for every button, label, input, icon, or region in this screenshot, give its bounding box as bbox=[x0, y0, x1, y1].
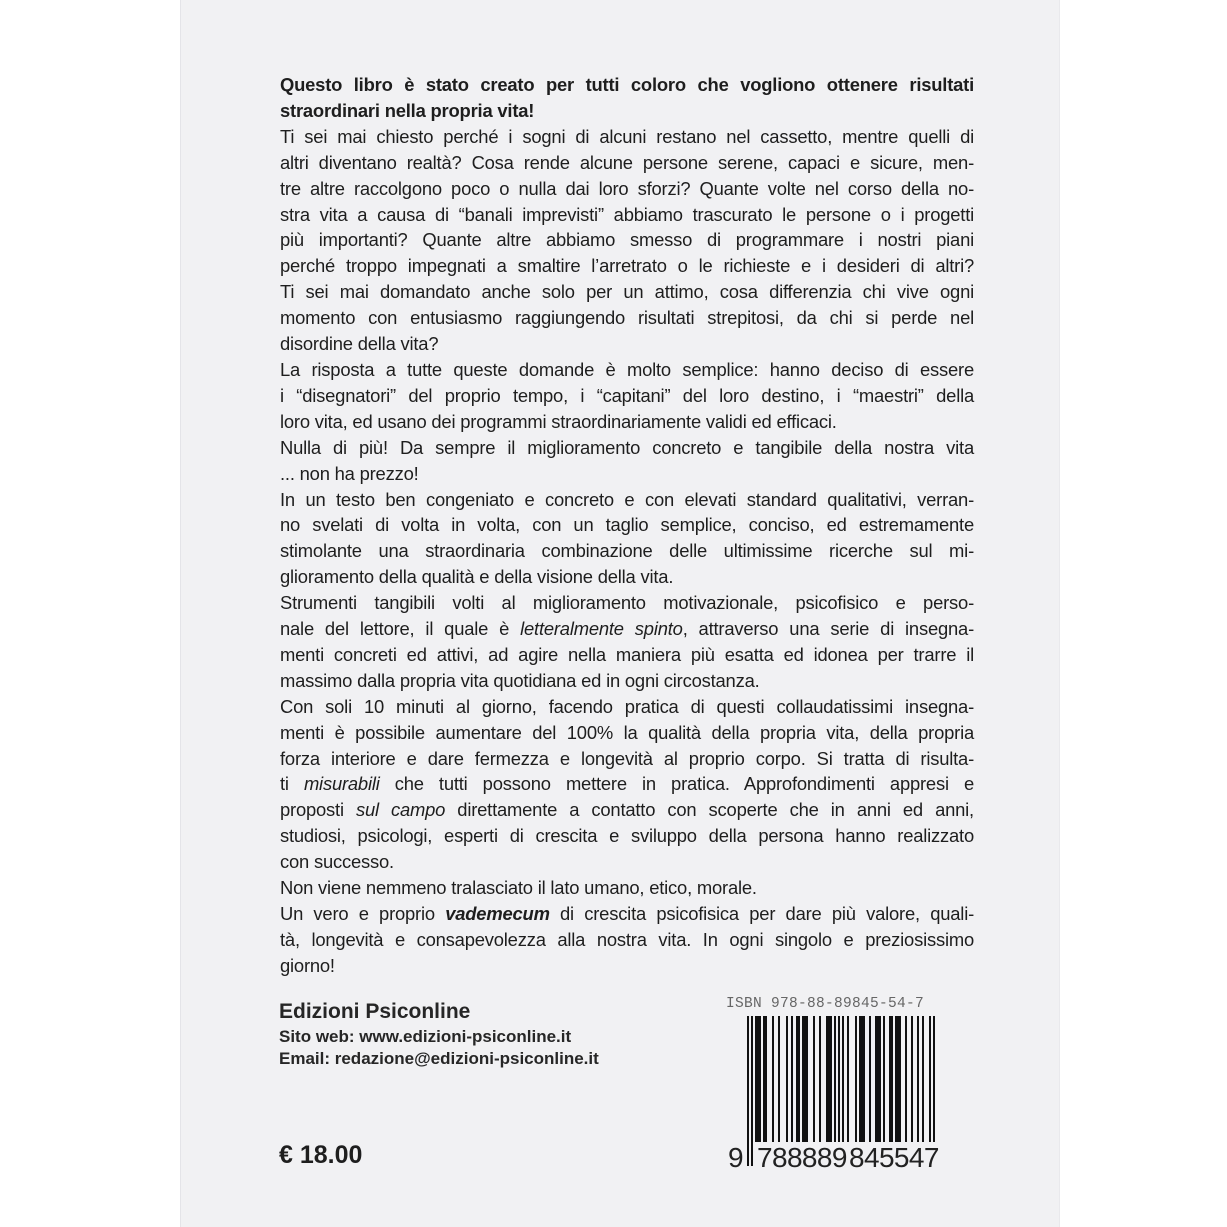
text-line: Non viene nemmeno tralasciato il lato umano, etico, morale. bbox=[280, 877, 757, 899]
text-line: massimo dalla propria vita quotidiana ed in ogni circostanza. bbox=[280, 669, 760, 691]
blurb-text bbox=[280, 72, 974, 979]
lead-sentence bbox=[280, 72, 974, 124]
bold-italic-emphasis: vademecum bbox=[445, 903, 550, 924]
text-line bbox=[280, 771, 974, 797]
paragraph-priceless bbox=[280, 435, 974, 487]
text-run: che tutti possono mettere in pratica. Approfondimenti appresi e bbox=[379, 773, 974, 795]
italic-emphasis: letteralmente spinto bbox=[520, 618, 683, 640]
text-line: Ti sei mai domandato anche solo per un attimo, cosa differenzia chi vive ogni bbox=[280, 281, 974, 303]
text-line: menti concreti ed attivi, ad agire nella maniera più esatta ed idonea per trarre il bbox=[280, 643, 974, 665]
text-line: Nulla di più! Da sempre il miglioramento concreto e tangibile della nostra vita bbox=[280, 436, 974, 458]
text-line bbox=[280, 616, 974, 642]
paragraph-text-description bbox=[280, 487, 974, 591]
ean-group-right: 845547 bbox=[849, 1142, 939, 1173]
text-line: più importanti? Quante altre abbiamo smesso di programmare i nostri piani bbox=[280, 229, 974, 251]
paragraph-questions bbox=[280, 124, 974, 357]
text-run: ti bbox=[280, 773, 304, 795]
text-line: Questo libro è stato creato per tutti coloro che vogliono ottenere risultati bbox=[280, 74, 974, 95]
text-line: no svelati di volta in volta, con un taglio semplice, conciso, ed estremamente bbox=[280, 514, 974, 536]
publisher-website: Sito web: www.edizioni-psiconline.it bbox=[279, 1027, 572, 1046]
text-line: In un testo ben congeniato e concreto e con elevati standard qualitativi, verran- bbox=[280, 488, 974, 510]
text-line: menti è possibile aumentare del 100% la qualità della propria vita, della propria bbox=[280, 721, 974, 743]
text-run: di crescita psicofisica per dare più valore, quali- bbox=[549, 903, 974, 924]
text-line: Strumenti tangibili volti al miglioramento motivazionale, psicofisico e perso- bbox=[280, 592, 974, 614]
isbn-label: ISBN 978-88-89845-54-7 bbox=[726, 996, 925, 1012]
text-line: Ti sei mai chiesto perché i sogni di alcuni restano nel cassetto, mentre quelli di bbox=[280, 125, 974, 147]
paragraph-tools bbox=[280, 590, 974, 694]
text-run: Un vero e proprio bbox=[280, 903, 446, 924]
publisher-name: Edizioni Psiconline bbox=[279, 1000, 471, 1023]
text-line: disordine della vita? bbox=[280, 333, 439, 355]
text-line: tà, longevità e consapevolezza alla nostra vita. In ogni singolo e preziosissimo bbox=[280, 928, 974, 950]
text-line bbox=[280, 797, 974, 823]
text-run: , attraverso una serie di insegna- bbox=[682, 618, 974, 640]
text-line: altri diventano realtà? Cosa rende alcune persone serene, capaci e sicure, men- bbox=[280, 151, 974, 173]
text-line: glioramento della qualità e della visione della vita. bbox=[280, 566, 674, 588]
text-line: ... non ha prezzo! bbox=[280, 462, 419, 484]
text-line: tre altre raccolgono poco o nulla dai loro sforzi? Quante volte nel corso della no- bbox=[280, 177, 974, 199]
text-line: Con soli 10 minuti al giorno, facendo pratica di questi collaudatissimi insegna- bbox=[280, 695, 974, 717]
text-line bbox=[280, 901, 974, 927]
ean-group-left: 788889 bbox=[757, 1142, 847, 1173]
text-line: stra vita a causa di “banali imprevisti” abbiamo trascurato le persone o i progetti bbox=[280, 203, 974, 225]
paragraph-answer bbox=[280, 357, 974, 435]
text-line: La risposta a tutte queste domande è molto semplice: hanno deciso di essere bbox=[280, 358, 974, 380]
italic-emphasis: misurabili bbox=[303, 773, 380, 795]
text-line: stimolante una straordinaria combinazione delle ultimissime ricerche sul mi- bbox=[280, 540, 974, 562]
paragraph-ten-minutes bbox=[280, 694, 974, 875]
publisher-info bbox=[279, 998, 599, 1070]
text-line: con successo. bbox=[280, 851, 394, 873]
text-line: giorno! bbox=[280, 954, 335, 976]
text-line: momento con entusiasmo raggiungendo risultati strepitosi, da chi si perde nel bbox=[280, 307, 974, 329]
price-label: € 18.00 bbox=[279, 1141, 363, 1169]
text-line: perché troppo impegnati a smaltire l’arretrato o le richieste e i desideri di altri? bbox=[280, 255, 974, 277]
text-line: loro vita, ed usano dei programmi straordinariamente validi ed efficaci. bbox=[280, 410, 837, 432]
text-line: i “disegnatori” del proprio tempo, i “capitani” del loro destino, i “maestri” della bbox=[280, 384, 974, 406]
italic-emphasis: sul campo bbox=[355, 799, 446, 821]
publisher-email: Email: redazione@edizioni-psiconline.it bbox=[279, 1049, 599, 1068]
ean-first-digit: 9 bbox=[728, 1142, 744, 1173]
text-run: nale del lettore, il quale è bbox=[280, 618, 521, 640]
text-run: direttamente a contatto con scoperte che in anni ed anni, bbox=[445, 799, 974, 821]
text-line: studiosi, psicologi, esperti di crescita e sviluppo della persona hanno realizzato bbox=[280, 825, 974, 847]
text-line: straordinari nella propria vita! bbox=[280, 99, 535, 121]
text-line: forza interiore e dare fermezza e longevità al proprio corpo. Si tratta di risulta- bbox=[280, 747, 974, 769]
paragraph-vademecum bbox=[280, 901, 974, 979]
text-run: proposti bbox=[280, 799, 356, 821]
paragraph-ethics bbox=[280, 875, 974, 901]
